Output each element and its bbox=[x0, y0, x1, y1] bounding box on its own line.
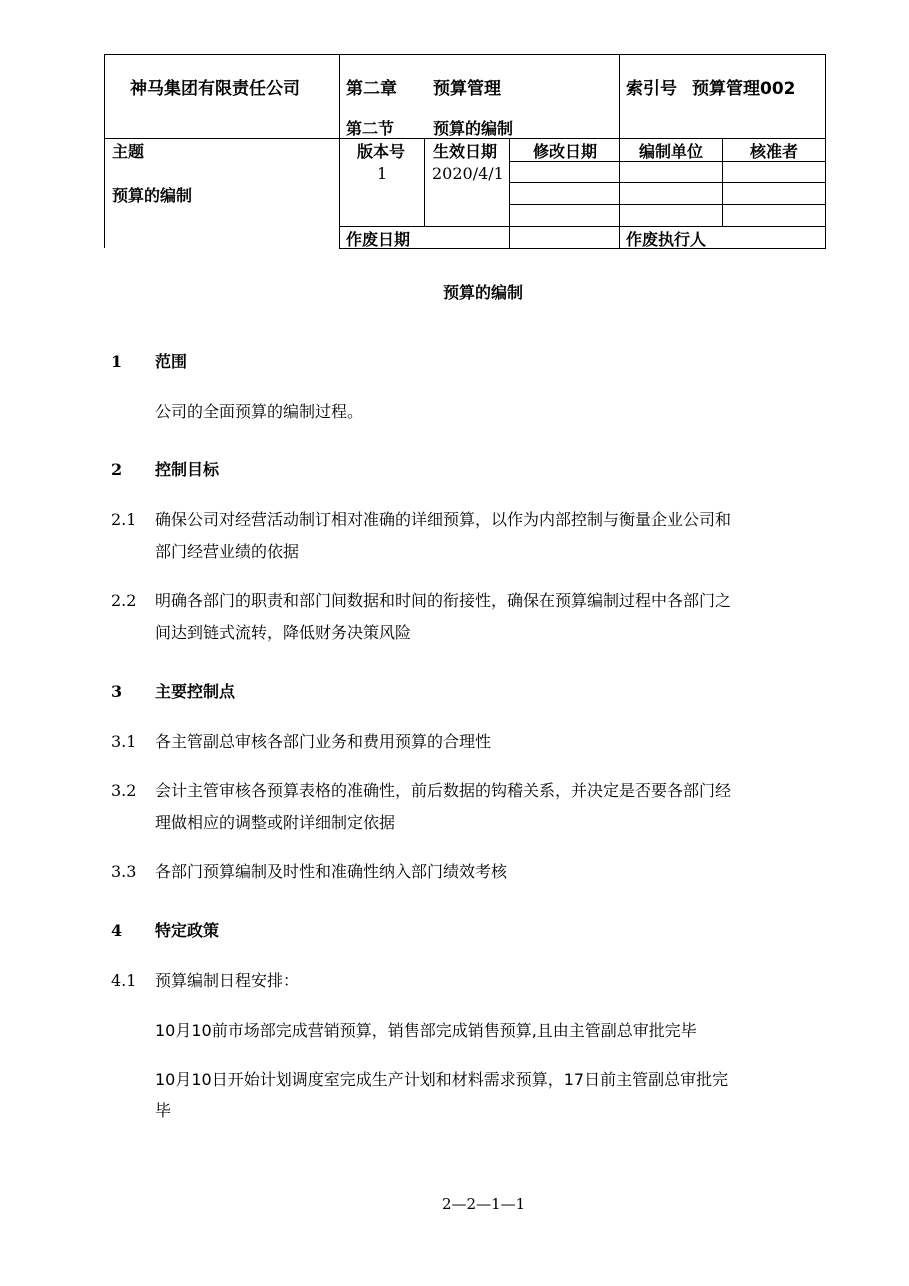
topic-value: 预算的编制 bbox=[112, 186, 193, 205]
item-3-2-line-1: 会计主管审核各预算表格的准确性，前后数据的钩稽关系，并决定是否要各部门经 bbox=[155, 781, 732, 800]
editing-unit-label: 编制单位 bbox=[639, 142, 704, 161]
modify-date-label: 修改日期 bbox=[533, 142, 598, 161]
effective-date-value: 2020/4/1 bbox=[432, 164, 504, 183]
index-label: 索引号 bbox=[626, 79, 677, 99]
item-2-2-line-1: 明确各部门的职责和部门间数据和时间的衔接性，确保在预算编制过程中各部门之 bbox=[155, 591, 732, 610]
company-name: 神马集团有限责任公司 bbox=[130, 79, 300, 99]
page-number: 2—2—1—1 bbox=[442, 1195, 526, 1213]
version-value: 1 bbox=[377, 164, 388, 183]
item-2-1-line-2: 部门经营业绩的依据 bbox=[155, 542, 300, 561]
item-3-3-line-1: 各部门预算编制及时性和准确性纳入部门绩效考核 bbox=[155, 862, 508, 881]
section-title: 预算的编制 bbox=[433, 119, 514, 138]
item-3-1-line-1: 各主管副总审核各部门业务和费用预算的合理性 bbox=[155, 732, 492, 751]
chapter-number: 第二章 bbox=[346, 79, 397, 99]
section-2-number: 2 bbox=[111, 460, 123, 479]
version-label: 版本号 bbox=[357, 142, 406, 161]
schedule-paragraph-1: 10月10前市场部完成营销预算，销售部完成销售预算,且由主管副总审批完毕 bbox=[155, 1021, 697, 1040]
index-value: 预算管理002 bbox=[692, 79, 796, 99]
section-1-number: 1 bbox=[111, 352, 123, 371]
section-1-title: 范围 bbox=[155, 352, 188, 371]
item-2-1-number: 2.1 bbox=[111, 510, 137, 529]
schedule-paragraph-2-line-2: 毕 bbox=[155, 1101, 172, 1120]
void-executor-label: 作废执行人 bbox=[626, 230, 707, 249]
chapter-title: 预算管理 bbox=[433, 79, 501, 99]
section-4-number: 4 bbox=[111, 921, 123, 940]
item-2-1-line-1: 确保公司对经营活动制订相对准确的详细预算，以作为内部控制与衡量企业公司和 bbox=[155, 510, 732, 529]
document-title: 预算的编制 bbox=[443, 283, 524, 302]
effective-date-label: 生效日期 bbox=[433, 142, 498, 161]
item-2-2-line-2: 间达到链式流转，降低财务决策风险 bbox=[155, 623, 412, 642]
section-number: 第二节 bbox=[346, 119, 395, 138]
approver-label: 核准者 bbox=[750, 142, 799, 161]
item-3-1-number: 3.1 bbox=[111, 732, 137, 751]
item-3-2-line-2: 理做相应的调整或附详细制定依据 bbox=[155, 813, 396, 832]
item-4-1-line-1: 预算编制日程安排： bbox=[155, 971, 300, 990]
section-3-title: 主要控制点 bbox=[155, 682, 236, 701]
item-3-2-number: 3.2 bbox=[111, 781, 137, 800]
section-4-title: 特定政策 bbox=[155, 921, 220, 940]
topic-label: 主题 bbox=[112, 142, 145, 161]
section-1-text: 公司的全面预算的编制过程。 bbox=[155, 402, 364, 421]
section-2-title: 控制目标 bbox=[155, 460, 220, 479]
section-3-number: 3 bbox=[111, 682, 123, 701]
item-2-2-number: 2.2 bbox=[111, 591, 137, 610]
item-3-3-number: 3.3 bbox=[111, 862, 137, 881]
schedule-paragraph-2-line-1: 10月10日开始计划调度室完成生产计划和材料需求预算，17日前主管副总审批完 bbox=[155, 1070, 729, 1089]
void-date-label: 作废日期 bbox=[346, 230, 411, 249]
item-4-1-number: 4.1 bbox=[111, 971, 137, 990]
